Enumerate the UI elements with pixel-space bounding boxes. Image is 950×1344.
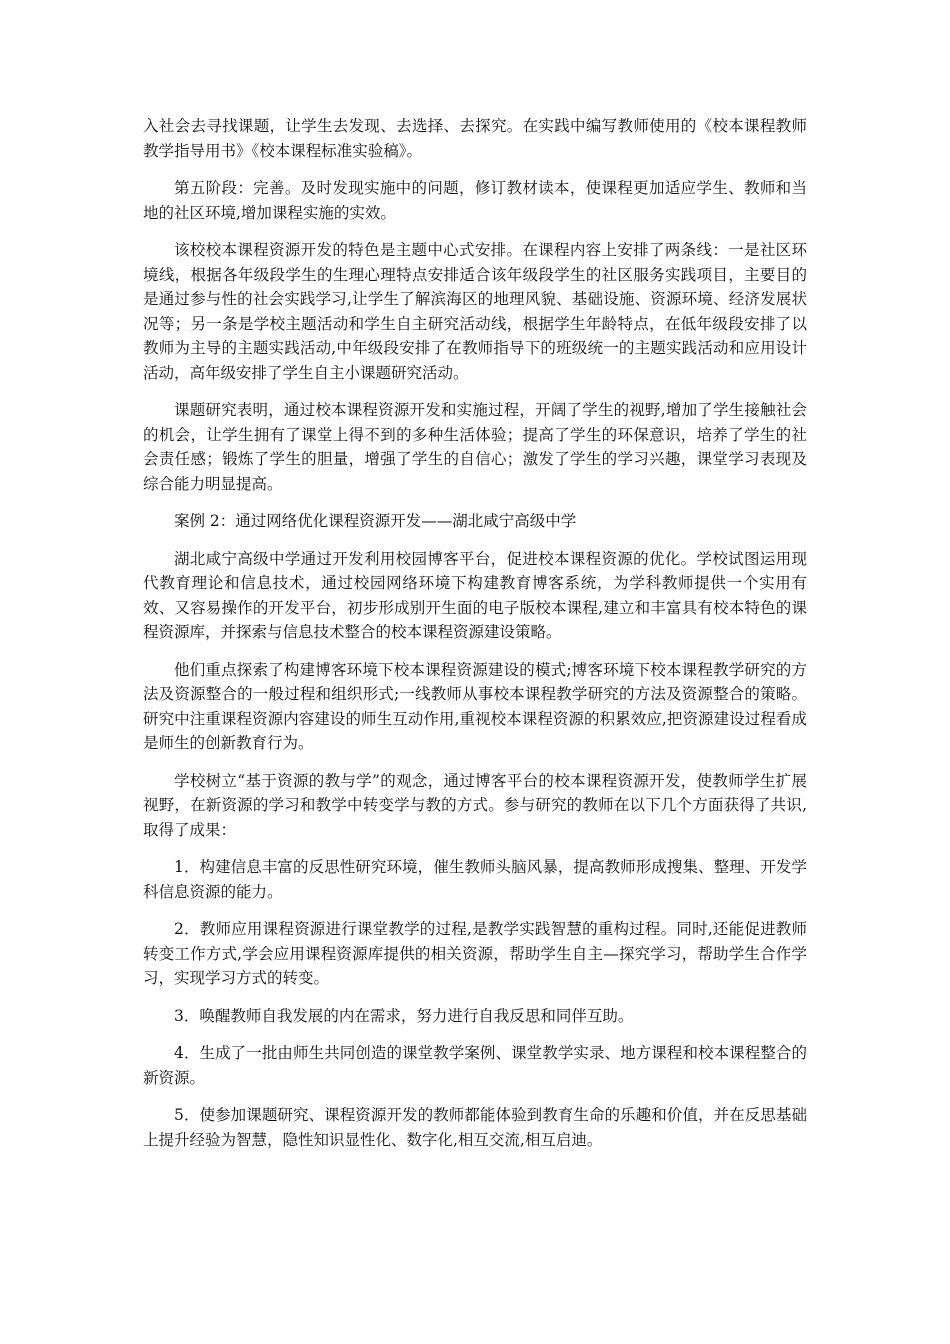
paragraph-case-intro: 湖北咸宁高级中学通过开发利用校园博客平台，促进校本课程资源的优化。学校试图运用现代教育理论和信息技术，通过校园网络环境下构建教育博客系统，为学科教师提供一个实用有效、又容易操作的开发平台，初步形成别开生面的电子版校本课程,建立和丰富具有校本特色的课程资源库，并探索与信息技术整合的校本课程资源建设策略。 <box>143 549 807 641</box>
paragraph-research-results: 课题研究表明，通过校本课程资源开发和实施过程，开阔了学生的视野,增加了学生接触社会的机会，让学生拥有了课堂上得不到的多种生活体验；提高了学生的环保意识，培养了学生的社会责任感；锻炼了学生的胆量，增强了学生的自信心；激发了学生的学习兴趣，课堂学习表现及综合能力明显提高。 <box>143 401 807 493</box>
paragraph-continuation: 入社会去寻找课题，让学生去发现、去选择、去探究。在实践中编写教师使用的《校本课程教师教学指导用书》《校本课程标准实验稿》。 <box>143 117 807 160</box>
document-page <box>143 114 807 1165</box>
paragraph-exploration: 他们重点探索了构建博客环境下校本课程资源建设的模式;博客环境下校本课程教学研究的方法及资源整合的一般过程和组织形式;一线教师从事校本课程教学研究的方法及资源整合的策略。研究中注重课程资源内容建设的师生互动作用,重视校本课程资源的积累效应,把资源建设过程看成是师生的创新教育行为。 <box>143 660 807 752</box>
paragraph-stage-five: 第五阶段：完善。及时发现实施中的问题，修订教材读本，使课程更加适应学生、教师和当地的社区环境,增加课程实施的实效。 <box>143 179 807 222</box>
list-item-3: 3．唤醒教师自我发展的内在需求，努力进行自我反思和同伴互助。 <box>174 1006 634 1025</box>
list-item-1: 1．构建信息丰富的反思性研究环境，催生教师头脑风暴，提高教师形成搜集、整理、开发学科信息资源的能力。 <box>143 858 807 901</box>
list-item-2: 2．教师应用课程资源进行课堂教学的过程,是教学实践智慧的重构过程。同时,还能促进教师转变工作方式,学会应用课程资源库提供的相关资源，帮助学生自主—探究学习，帮助学生合作学习，实现学习方式的转变。 <box>143 920 807 987</box>
case-heading: 案例 2：通过网络优化课程资源开发——湖北咸宁高级中学 <box>174 512 577 530</box>
paragraph-features: 该校校本课程资源开发的特色是主题中心式安排。在课程内容上安排了两条线：一是社区环境线，根据各年级段学生的生理心理特点安排适合该年级段学生的社区服务实践项目，主要目的是通过参与性的社会实践学习,让学生了解滨海区的地理风貌、基础设施、资源环境、经济发展状况等；另一条是学校主题活动和学生自主研究活动线，根据学生年龄特点，在低年级段安排了以教师为主导的主题实践活动,中年级段安排了在教师指导下的班级统一的主题实践活动和应用设计活动，高年级安排了学生自主小课题研究活动。 <box>143 241 807 382</box>
list-item-5: 5．使参加课题研究、课程资源开发的教师都能体验到教育生命的乐趣和价值，并在反思基础上提升经验为智慧，隐性知识显性化、数字化,相互交流,相互启迪。 <box>143 1106 807 1149</box>
list-item-4: 4．生成了一批由师生共同创造的课堂教学案例、课堂教学实录、地方课程和校本课程整合的新资源。 <box>143 1044 807 1087</box>
paragraph-concept: 学校树立“基于资源的教与学”的观念，通过博客平台的校本课程资源开发，使教师学生扩展视野，在新资源的学习和教学中转变学与教的方式。参与研究的教师在以下几个方面获得了共识,取得了成果： <box>143 771 807 839</box>
